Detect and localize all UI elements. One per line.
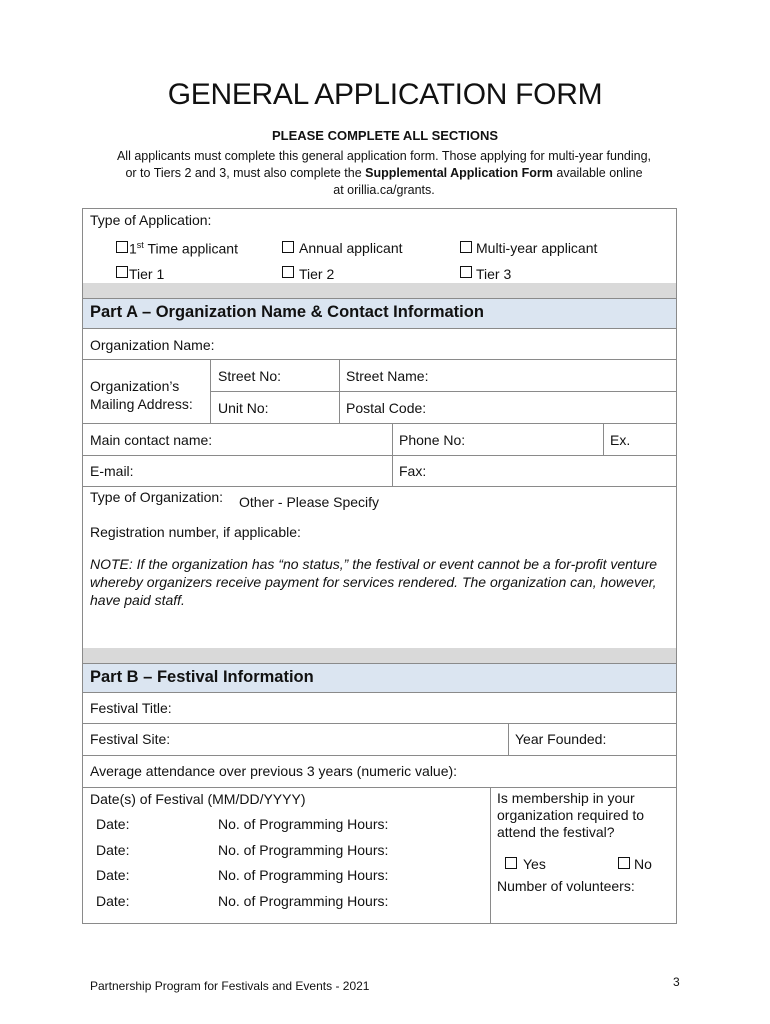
tier3-label: Tier 3 xyxy=(476,266,512,282)
membership-yes-checkbox[interactable] xyxy=(505,857,517,869)
programming-hours-label-4: No. of Programming Hours: xyxy=(218,893,389,909)
section-spacer xyxy=(83,283,676,298)
divider xyxy=(83,359,676,360)
phone-label: Phone No: xyxy=(399,432,466,448)
email-label: E-mail: xyxy=(90,463,134,479)
divider xyxy=(83,755,676,756)
membership-no-label: No xyxy=(634,856,652,872)
volunteers-label: Number of volunteers: xyxy=(497,878,635,894)
intro-line2-pre: or to Tiers 2 and 3, must also complete the xyxy=(125,166,366,180)
tier2-label: Tier 2 xyxy=(299,266,335,282)
subtitle: PLEASE COMPLETE ALL SECTIONS xyxy=(271,128,499,143)
intro-line3: at orillia.ca/grants. xyxy=(333,183,435,197)
divider xyxy=(83,723,676,724)
page-title: GENERAL APPLICATION FORM xyxy=(167,78,603,111)
first-time-sup: st xyxy=(136,240,144,250)
date-label-1: Date: xyxy=(96,816,130,832)
divider xyxy=(83,423,676,424)
part-b-title: Part B – Festival Information xyxy=(90,668,314,686)
intro-line1: All applicants must complete this general application form. Those applying for multi-year funding, xyxy=(116,149,652,163)
unit-no-label: Unit No: xyxy=(218,400,269,416)
tier2-checkbox[interactable] xyxy=(282,266,294,278)
page-number: 3 xyxy=(673,975,680,989)
membership-question: Is membership in your organization required to attend the festival? xyxy=(497,790,645,840)
registration-number-label: Registration number, if applicable: xyxy=(90,524,301,540)
main-contact-label: Main contact name: xyxy=(90,432,213,448)
part-a-title: Part A – Organization Name & Contact Information xyxy=(90,303,484,321)
no-status-note: NOTE: If the organization has “no status,” the festival or event cannot be a for-profit venture whereby organizers receive payment for services rendered. The organization can, however, have paid staff. xyxy=(90,556,658,608)
tier1-checkbox[interactable] xyxy=(116,266,128,278)
festival-site-label: Festival Site: xyxy=(90,731,171,747)
ext-label: Ex. xyxy=(610,432,631,448)
year-founded-label: Year Founded: xyxy=(515,731,607,747)
fax-label: Fax: xyxy=(399,463,427,479)
divider xyxy=(83,455,676,456)
street-name-label: Street Name: xyxy=(346,368,429,384)
programming-hours-label-2: No. of Programming Hours: xyxy=(218,842,389,858)
first-time-checkbox[interactable] xyxy=(116,241,128,253)
supplemental-form-name: Supplemental Application Form xyxy=(365,166,553,180)
footer-program-name: Partnership Program for Festivals and Events - 2021 xyxy=(90,979,370,993)
membership-no-checkbox[interactable] xyxy=(618,857,630,869)
avg-attendance-label: Average attendance over previous 3 years (numeric value): xyxy=(90,763,458,779)
festival-title-label: Festival Title: xyxy=(90,700,172,716)
divider xyxy=(83,787,676,788)
multi-year-checkbox[interactable] xyxy=(460,241,472,253)
street-no-label: Street No: xyxy=(218,368,282,384)
annual-label: Annual applicant xyxy=(299,240,403,256)
divider xyxy=(210,391,676,392)
mailing-address-label-2: Mailing Address: xyxy=(90,396,193,412)
type-of-application-label: Type of Application: xyxy=(90,212,212,228)
festival-dates-label: Date(s) of Festival (MM/DD/YYYY) xyxy=(90,791,306,807)
organization-name-label: Organization Name: xyxy=(90,337,215,353)
tier3-checkbox[interactable] xyxy=(460,266,472,278)
mailing-address-label-1: Organization’s xyxy=(90,378,180,394)
intro-line2-post: available online xyxy=(552,166,643,180)
part-b-header xyxy=(83,663,676,693)
first-time-num: 1 xyxy=(129,240,137,257)
intro-text xyxy=(78,148,690,199)
first-time-label xyxy=(129,240,238,257)
first-time-rest: Time applicant xyxy=(143,240,238,257)
postal-code-label: Postal Code: xyxy=(346,400,427,416)
membership-yes-label: Yes xyxy=(523,856,546,872)
divider xyxy=(603,423,604,455)
date-label-3: Date: xyxy=(96,867,130,883)
divider xyxy=(508,723,509,755)
annual-checkbox[interactable] xyxy=(282,241,294,253)
date-label-2: Date: xyxy=(96,842,130,858)
programming-hours-label-1: No. of Programming Hours: xyxy=(218,816,389,832)
type-of-organization-label: Type of Organization: xyxy=(90,489,224,505)
type-of-organization-value[interactable]: Other - Please Specify xyxy=(239,494,380,510)
part-a-header xyxy=(83,298,676,329)
tier1-label: Tier 1 xyxy=(129,266,165,282)
section-spacer xyxy=(83,648,676,663)
date-label-4: Date: xyxy=(96,893,130,909)
programming-hours-label-3: No. of Programming Hours: xyxy=(218,867,389,883)
multi-year-label: Multi-year applicant xyxy=(476,240,598,256)
divider xyxy=(83,486,676,487)
divider xyxy=(490,787,491,923)
